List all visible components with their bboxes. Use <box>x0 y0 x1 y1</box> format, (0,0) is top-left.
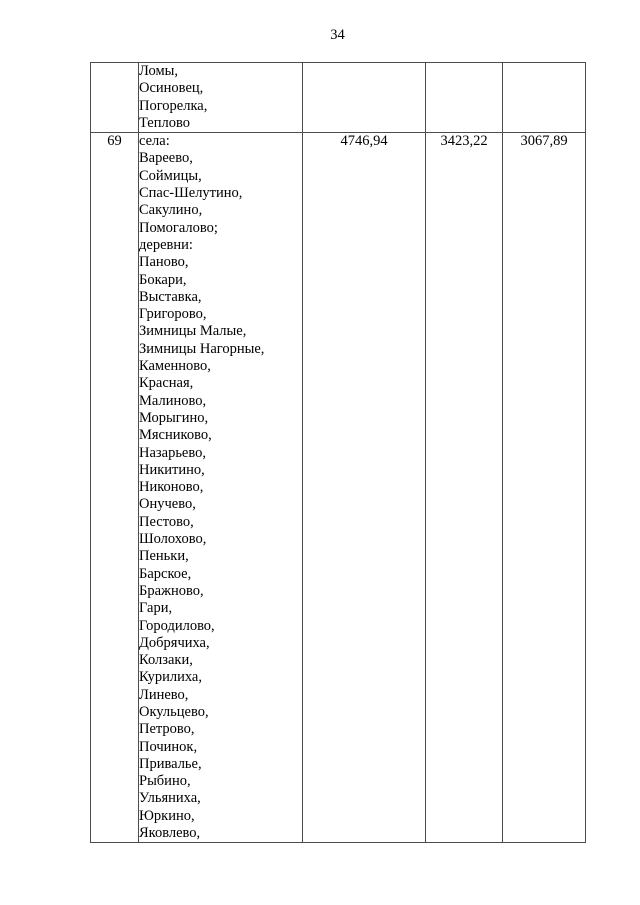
area-value-cell <box>426 63 503 133</box>
settlement-line: Сакулино, <box>139 202 203 219</box>
settlement-line: Теплово <box>139 114 190 131</box>
settlement-line: Зимницы Малые, <box>139 323 247 340</box>
settlement-line: Никитино, <box>139 461 205 478</box>
settlements-table <box>90 62 586 843</box>
settlement-line: Погорелка, <box>139 97 208 114</box>
settlements-list-cell <box>139 63 303 133</box>
settlement-line: Малиново, <box>139 392 207 409</box>
settlement-line: Ульяниха, <box>139 790 201 807</box>
settlement-line: Назарьево, <box>139 444 206 461</box>
settlement-line: Мясниково, <box>139 427 212 444</box>
table-row <box>91 63 586 133</box>
settlements-list-cell <box>139 133 303 843</box>
settlement-line: Колзаки, <box>139 652 193 669</box>
settlement-line: Григорово, <box>139 306 207 323</box>
settlement-line: Выставка, <box>139 288 202 305</box>
settlement-line: Курилиха, <box>139 669 202 686</box>
settlement-line: Бражново, <box>139 582 204 599</box>
area-value-cell: 3423,22 <box>426 133 503 843</box>
row-number-cell <box>91 63 139 133</box>
settlement-line: Барское, <box>139 565 192 582</box>
area-value-cell <box>503 63 586 133</box>
settlement-line: Бокари, <box>139 271 187 288</box>
settlement-line: Городилово, <box>139 617 215 634</box>
settlement-line: Соймицы, <box>139 167 202 184</box>
settlement-line: Паново, <box>139 254 189 271</box>
page-number: 34 <box>330 27 345 43</box>
settlement-line: Шолохово, <box>139 531 207 548</box>
settlement-line: Юркино, <box>139 807 195 824</box>
settlement-line: Пестово, <box>139 513 194 530</box>
area-value-cell: 4746,94 <box>303 133 426 843</box>
settlement-line: Осиновец, <box>139 80 204 97</box>
settlement-line: Зимницы Нагорные, <box>139 340 265 357</box>
settlement-line: Яковлево, <box>139 825 201 842</box>
area-value-cell: 3067,89 <box>503 133 586 843</box>
settlement-line: Окульцево, <box>139 703 209 720</box>
settlement-line: Починок, <box>139 738 198 755</box>
settlement-line: деревни: <box>139 236 193 253</box>
settlement-line: Вареево, <box>139 150 193 167</box>
settlement-line: Пеньки, <box>139 548 189 565</box>
settlement-line: Спас-Шелутино, <box>139 185 243 202</box>
table-row <box>91 133 586 843</box>
settlement-line: села: <box>139 133 170 150</box>
settlement-line: Гари, <box>139 600 173 617</box>
settlement-line: Морыгино, <box>139 409 209 426</box>
area-value-cell <box>303 63 426 133</box>
settlement-line: Петрово, <box>139 721 195 738</box>
settlement-line: Рыбино, <box>139 773 191 790</box>
settlement-line: Добрячиха, <box>139 634 210 651</box>
settlement-line: Привалье, <box>139 755 202 772</box>
row-number-cell: 69 <box>91 133 139 843</box>
settlement-line: Никоново, <box>139 479 204 496</box>
settlement-line: Онучево, <box>139 496 196 513</box>
settlement-line: Каменново, <box>139 358 211 375</box>
settlement-line: Красная, <box>139 375 194 392</box>
settlement-line: Линево, <box>139 686 189 703</box>
settlement-line: Ломы, <box>139 63 178 79</box>
settlement-line: Помогалово; <box>139 219 218 236</box>
